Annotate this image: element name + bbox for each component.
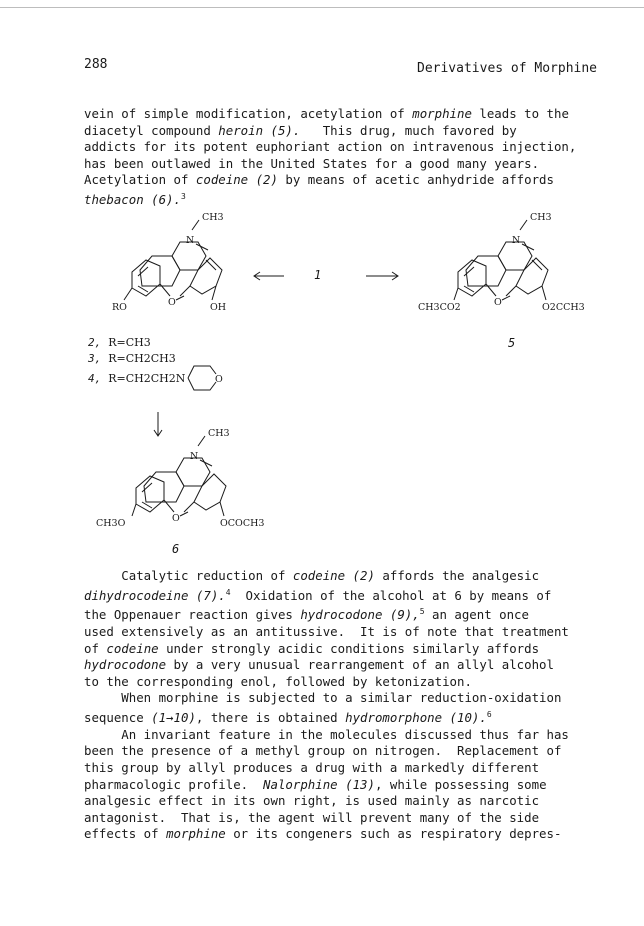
svg-text:O: O xyxy=(215,374,223,385)
text-line: thebacon (6).$^3$ xyxy=(84,191,186,208)
body-paragraphs xyxy=(84,568,604,843)
svg-text:OCOCH3: OCOCH3 xyxy=(220,518,265,529)
heroin-structure-right xyxy=(418,212,588,322)
text-line: been the presence of a methyl group on nitrogen. Replacement of xyxy=(84,743,562,759)
svg-text:CH3: CH3 xyxy=(202,212,224,223)
svg-text:CH3O: CH3O xyxy=(96,518,126,529)
svg-text:CH3: CH3 xyxy=(208,428,230,439)
r-list-item: 2, R=CH3 xyxy=(88,336,151,349)
svg-text:N: N xyxy=(512,235,521,246)
svg-text:O: O xyxy=(168,297,176,308)
text-line: analgesic effect in its own right, is used mainly as narcotic xyxy=(84,793,540,809)
text-line: has been outlawed in the United States for a good many years. xyxy=(84,155,540,171)
text-line: When morphine is subjected to a similar reduction-oxidation xyxy=(84,690,562,706)
page-number: 288 xyxy=(84,57,108,72)
text-line: addicts for its potent euphoriant action on intravenous injection, xyxy=(84,139,577,155)
text-line: to the corresponding enol, followed by ketonization. xyxy=(84,673,472,689)
svg-text:O2CCH3: O2CCH3 xyxy=(542,302,585,313)
text-line: An invariant feature in the molecules discussed thus far has xyxy=(84,726,569,742)
thebacon-compound-number: 6 xyxy=(172,542,180,556)
running-head: Derivatives of Morphine xyxy=(417,61,598,76)
text-line: Catalytic reduction of codeine (2) affords the analgesic xyxy=(84,568,540,583)
morphine-structure-left xyxy=(112,212,252,322)
svg-text:CH3: CH3 xyxy=(530,212,552,223)
text-line: vein of simple modification, acetylation of morphine leads to the xyxy=(84,106,569,121)
svg-text:N: N xyxy=(190,451,199,462)
thebacon-structure xyxy=(96,426,276,536)
svg-text:O: O xyxy=(494,297,502,308)
top-rule xyxy=(0,7,644,8)
text-line: antagonist. That is, the agent will prevent many of the side xyxy=(84,809,540,825)
text-line: sequence (1→10), there is obtained hydromorphone (10).$^6$ xyxy=(84,710,492,726)
text-line: effects of morphine or its congeners such as respiratory depres- xyxy=(84,826,562,842)
text-line: used extensively as an antitussive. It is of note that treatment xyxy=(84,624,569,640)
svg-text:OH: OH xyxy=(210,302,227,313)
text-line: Acetylation of codeine (2) by means of acetic anhydride affords xyxy=(84,172,554,188)
text-line: the Oppenauer reaction gives hydrocodone (9),$^5$ an agent once xyxy=(84,607,529,623)
svg-text:N: N xyxy=(186,235,195,246)
heroin-compound-number: 5 xyxy=(508,336,516,350)
text-line: diacetyl compound heroin (5). This drug, much favored by xyxy=(84,122,517,138)
text-line: dihydrocodeine (7).$^4$ Oxidation of the alcohol at 6 by means of xyxy=(84,587,552,603)
r-list-item: 3, R=CH2CH3 xyxy=(88,352,176,365)
text-line: of codeine under strongly acidic conditions similarly affords xyxy=(84,640,540,656)
text-line: pharmacologic profile. Nalorphine (13), while possessing some xyxy=(84,776,547,792)
reaction-arrows xyxy=(250,268,410,288)
morpholine-ring xyxy=(188,360,228,396)
center-compound-number: 1 xyxy=(314,268,322,282)
text-line: this group by allyl produces a drug with a markedly different xyxy=(84,759,540,775)
svg-text:O: O xyxy=(172,513,180,524)
intro-paragraph xyxy=(84,106,604,209)
text-line: hydrocodone by a very unusual rearrangement of an allyl alcohol xyxy=(84,657,554,673)
svg-text:RO: RO xyxy=(112,302,127,313)
svg-text:CH3CO2: CH3CO2 xyxy=(418,302,461,313)
r-list-item: 4, R=CH2CH2N xyxy=(88,372,186,385)
